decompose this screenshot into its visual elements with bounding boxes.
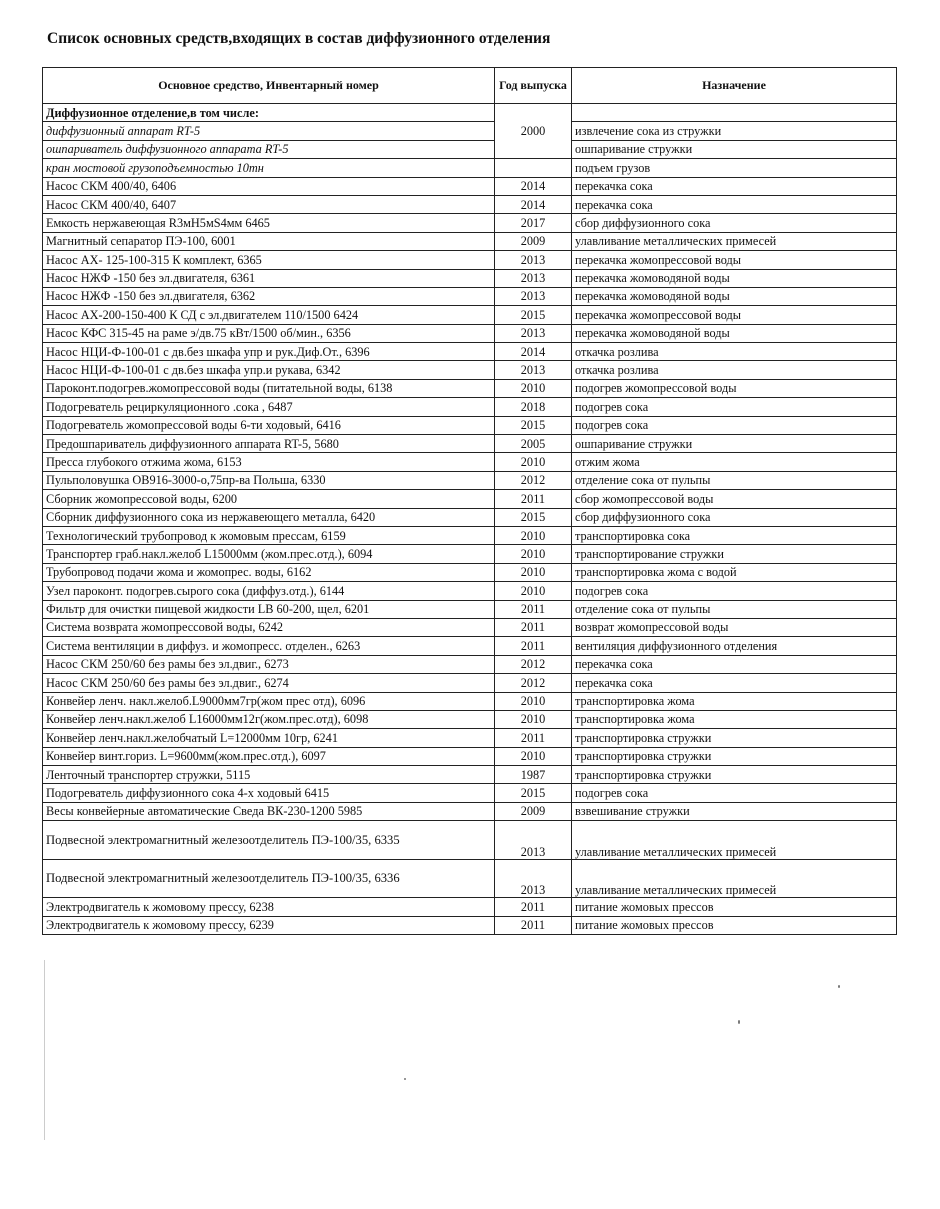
group-item-name: диффузионный аппарат RT-5: [43, 122, 495, 140]
asset-name: Система возврата жомопрессовой воды, 6242: [43, 618, 495, 636]
table-row: [43, 269, 897, 287]
asset-year: 1987: [495, 766, 572, 784]
asset-year: 2010: [495, 582, 572, 600]
asset-year: 2013: [495, 269, 572, 287]
table-row: [43, 766, 897, 784]
asset-purpose: сбор диффузионного сока: [572, 214, 897, 232]
asset-year: 2015: [495, 416, 572, 434]
asset-year: 2011: [495, 916, 572, 934]
asset-year: 2011: [495, 729, 572, 747]
scan-speck: [404, 1078, 406, 1080]
asset-purpose: подогрев сока: [572, 416, 897, 434]
group-year: 2000: [495, 104, 572, 159]
asset-year: 2012: [495, 674, 572, 692]
asset-name: Подвесной электромагнитный железоотделитель ПЭ-100/35, 6335: [43, 821, 495, 860]
asset-purpose: перекачка сока: [572, 674, 897, 692]
asset-name: Насос СКМ 400/40, 6407: [43, 195, 495, 213]
table-header-row: [43, 68, 897, 104]
table-row: [43, 508, 897, 526]
asset-name: Насос СКМ 250/60 без рамы без эл.двиг., 6273: [43, 655, 495, 673]
table-row: [43, 784, 897, 802]
asset-purpose: отделение сока от пульпы: [572, 600, 897, 618]
asset-name: Узел пароконт. подогрев.сырого сока (диффуз.отд.), 6144: [43, 582, 495, 600]
asset-name: Предошпариватель диффузионного аппарата RT-5, 5680: [43, 435, 495, 453]
asset-name: Фильтр для очистки пищевой жидкости LB 60-200, щел, 6201: [43, 600, 495, 618]
asset-year: 2015: [495, 784, 572, 802]
asset-name: Пресса глубокого отжима жома, 6153: [43, 453, 495, 471]
asset-name: Пароконт.подогрев.жомопрессовой воды (питательной воды, 6138: [43, 379, 495, 397]
scan-speck: [838, 985, 840, 988]
asset-name: Насос СКМ 250/60 без рамы без эл.двиг., 6274: [43, 674, 495, 692]
table-row: [43, 453, 897, 471]
table-row: [43, 398, 897, 416]
asset-year: 2009: [495, 232, 572, 250]
section-purpose: [572, 104, 897, 122]
asset-name: Насос АХ-200-150-400 К СД с эл.двигателем 110/1500 6424: [43, 306, 495, 324]
group-item-purpose: ошпаривание стружки: [572, 140, 897, 158]
table-row: [43, 361, 897, 379]
table-row: [43, 563, 897, 581]
table-row: [43, 582, 897, 600]
asset-name: Конвейер винт.гориз. L=9600мм(жом.прес.отд.), 6097: [43, 747, 495, 765]
table-row: [43, 232, 897, 250]
table-row: [43, 306, 897, 324]
group-item-purpose: подъем грузов: [572, 159, 897, 177]
asset-year: 2011: [495, 600, 572, 618]
asset-purpose: ошпаривание стружки: [572, 435, 897, 453]
asset-year: 2005: [495, 435, 572, 453]
scan-speck: [738, 1020, 740, 1024]
table-row: [43, 729, 897, 747]
asset-year: 2013: [495, 287, 572, 305]
asset-name: Пульполовушка ОВ916-3000-о,75пр-ва Польша, 6330: [43, 471, 495, 489]
asset-purpose: транспортировка жома с водой: [572, 563, 897, 581]
asset-name: Насос НЖФ -150 без эл.двигателя, 6362: [43, 287, 495, 305]
asset-year: 2010: [495, 526, 572, 544]
table-row: [43, 379, 897, 397]
asset-purpose: транспортировка жома: [572, 710, 897, 728]
asset-purpose: перекачка жомопрессовой воды: [572, 251, 897, 269]
asset-year: 2018: [495, 398, 572, 416]
table-row: [43, 545, 897, 563]
asset-purpose: перекачка сока: [572, 655, 897, 673]
asset-name: Насос СКМ 400/40, 6406: [43, 177, 495, 195]
asset-year: 2013: [495, 821, 572, 860]
group-row: [43, 122, 897, 140]
header-asset: Основное средство, Инвентарный номер: [43, 68, 495, 104]
table-row: [43, 710, 897, 728]
table-row: [43, 692, 897, 710]
asset-name: Насос АХ- 125-100-315 К комплект, 6365: [43, 251, 495, 269]
assets-table: [42, 67, 897, 935]
asset-name: Подогреватель жомопрессовой воды 6-ти ходовый, 6416: [43, 416, 495, 434]
asset-purpose: отделение сока от пульпы: [572, 471, 897, 489]
asset-purpose: транспортировка сока: [572, 526, 897, 544]
group-item-year: [495, 159, 572, 177]
asset-year: 2010: [495, 563, 572, 581]
asset-purpose: перекачка сока: [572, 177, 897, 195]
asset-name: Насос КФС 315-45 на раме э/дв.75 кВт/1500 об/мин., 6356: [43, 324, 495, 342]
section-label: Диффузионное отделение,в том числе:: [43, 104, 495, 122]
asset-year: 2010: [495, 453, 572, 471]
asset-purpose: сбор диффузионного сока: [572, 508, 897, 526]
asset-name: Сборник жомопрессовой воды, 6200: [43, 490, 495, 508]
asset-purpose: перекачка жомоводяной воды: [572, 324, 897, 342]
asset-purpose: перекачка жомопрессовой воды: [572, 306, 897, 324]
asset-year: 2010: [495, 747, 572, 765]
table-row: [43, 916, 897, 934]
group-row: [43, 159, 897, 177]
table-row: [43, 747, 897, 765]
asset-year: 2011: [495, 490, 572, 508]
asset-name: Трубопровод подачи жома и жомопрес. воды, 6162: [43, 563, 495, 581]
asset-year: 2017: [495, 214, 572, 232]
table-row: [43, 655, 897, 673]
asset-purpose: перекачка жомоводяной воды: [572, 269, 897, 287]
asset-name: Весы конвейерные автоматические Сведа ВК-230-1200 5985: [43, 802, 495, 820]
table-row: [43, 637, 897, 655]
asset-name: Подогреватель рециркуляционного .сока , 6487: [43, 398, 495, 416]
asset-name: Транспортер граб.накл.желоб L15000мм (жом.прес.отд.), 6094: [43, 545, 495, 563]
asset-name: Конвейер ленч. накл.желоб.L9000мм7гр(жом прес отд), 6096: [43, 692, 495, 710]
asset-name: Насос НЖФ -150 без эл.двигателя, 6361: [43, 269, 495, 287]
asset-purpose: транспортировка стружки: [572, 747, 897, 765]
asset-year: 2010: [495, 692, 572, 710]
asset-purpose: транспортирование стружки: [572, 545, 897, 563]
asset-purpose: улавливание металлических примесей: [572, 859, 897, 898]
asset-name: Конвейер ленч.накл.желоб L16000мм12г(жом.прес.отд), 6098: [43, 710, 495, 728]
asset-year: 2015: [495, 306, 572, 324]
asset-purpose: питание жомовых прессов: [572, 898, 897, 916]
asset-purpose: взвешивание стружки: [572, 802, 897, 820]
asset-year: 2015: [495, 508, 572, 526]
table-row: [43, 343, 897, 361]
asset-year: 2010: [495, 545, 572, 563]
asset-purpose: подогрев сока: [572, 582, 897, 600]
asset-name: Сборник диффузионного сока из нержавеющего металла, 6420: [43, 508, 495, 526]
asset-year: 2009: [495, 802, 572, 820]
asset-name: Насос НЦИ-Ф-100-01 с дв.без шкафа упр и рук.Диф.От., 6396: [43, 343, 495, 361]
table-row: [43, 674, 897, 692]
group-item-name: кран мостовой грузоподъемностью 10тн: [43, 159, 495, 177]
asset-purpose: улавливание металлических примесей: [572, 232, 897, 250]
table-row: [43, 821, 897, 860]
group-item-name: ошпариватель диффузионного аппарата RT-5: [43, 140, 495, 158]
table-row: [43, 435, 897, 453]
table-row: [43, 251, 897, 269]
asset-name: Ленточный транспортер стружки, 5115: [43, 766, 495, 784]
asset-purpose: вентиляция диффузионного отделения: [572, 637, 897, 655]
asset-year: 2014: [495, 177, 572, 195]
asset-purpose: возврат жомопрессовой воды: [572, 618, 897, 636]
table-row: [43, 287, 897, 305]
asset-name: Система вентиляции в диффуз. и жомопресс. отделен., 6263: [43, 637, 495, 655]
table-row: [43, 214, 897, 232]
page-title: Список основных средств,входящих в состав диффузионного отделения: [47, 30, 551, 47]
asset-purpose: подогрев сока: [572, 398, 897, 416]
table-row: [43, 618, 897, 636]
asset-name: Конвейер ленч.накл.желобчатый L=12000мм 10гр, 6241: [43, 729, 495, 747]
asset-year: 2013: [495, 251, 572, 269]
asset-purpose: перекачка сока: [572, 195, 897, 213]
asset-purpose: откачка розлива: [572, 361, 897, 379]
asset-purpose: улавливание металлических примесей: [572, 821, 897, 860]
asset-year: 2010: [495, 379, 572, 397]
asset-year: 2013: [495, 859, 572, 898]
table-row: [43, 600, 897, 618]
asset-purpose: подогрев сока: [572, 784, 897, 802]
asset-purpose: перекачка жомоводяной воды: [572, 287, 897, 305]
asset-year: 2012: [495, 655, 572, 673]
asset-year: 2011: [495, 898, 572, 916]
asset-name: Емкость нержавеющая R3мН5мS4мм 6465: [43, 214, 495, 232]
group-item-purpose: извлечение сока из стружки: [572, 122, 897, 140]
table-row: [43, 859, 897, 898]
asset-year: 2010: [495, 710, 572, 728]
group-row: [43, 140, 897, 158]
asset-name: Технологический трубопровод к жомовым прессам, 6159: [43, 526, 495, 544]
asset-purpose: питание жомовых прессов: [572, 916, 897, 934]
asset-purpose: подогрев жомопрессовой воды: [572, 379, 897, 397]
table-row: [43, 324, 897, 342]
asset-purpose: транспортировка жома: [572, 692, 897, 710]
asset-purpose: транспортировка стружки: [572, 766, 897, 784]
asset-year: 2013: [495, 324, 572, 342]
asset-year: 2014: [495, 195, 572, 213]
asset-year: 2011: [495, 618, 572, 636]
table-row: [43, 416, 897, 434]
asset-purpose: отжим жома: [572, 453, 897, 471]
scan-speck: [44, 960, 45, 1140]
table-row: [43, 490, 897, 508]
asset-year: 2011: [495, 637, 572, 655]
table-row: [43, 177, 897, 195]
asset-purpose: откачка розлива: [572, 343, 897, 361]
asset-name: Электродвигатель к жомовому прессу, 6238: [43, 898, 495, 916]
table-row: [43, 898, 897, 916]
table-row: [43, 526, 897, 544]
asset-name: Подогреватель диффузионного сока 4-х ходовый 6415: [43, 784, 495, 802]
asset-year: 2013: [495, 361, 572, 379]
table-row: [43, 195, 897, 213]
asset-year: 2014: [495, 343, 572, 361]
asset-year: 2012: [495, 471, 572, 489]
asset-purpose: сбор жомопрессовой воды: [572, 490, 897, 508]
asset-name: Насос НЦИ-Ф-100-01 с дв.без шкафа упр.и рукава, 6342: [43, 361, 495, 379]
table-body: [43, 104, 897, 935]
asset-name: Подвесной электромагнитный железоотделитель ПЭ-100/35, 6336: [43, 859, 495, 898]
table-row: [43, 471, 897, 489]
asset-purpose: транспортировка стружки: [572, 729, 897, 747]
header-year: Год выпуска: [495, 68, 572, 104]
asset-name: Магнитный сепаратор ПЭ-100, 6001: [43, 232, 495, 250]
section-row: [43, 104, 897, 122]
asset-name: Электродвигатель к жомовому прессу, 6239: [43, 916, 495, 934]
header-purpose: Назначение: [572, 68, 897, 104]
table-row: [43, 802, 897, 820]
